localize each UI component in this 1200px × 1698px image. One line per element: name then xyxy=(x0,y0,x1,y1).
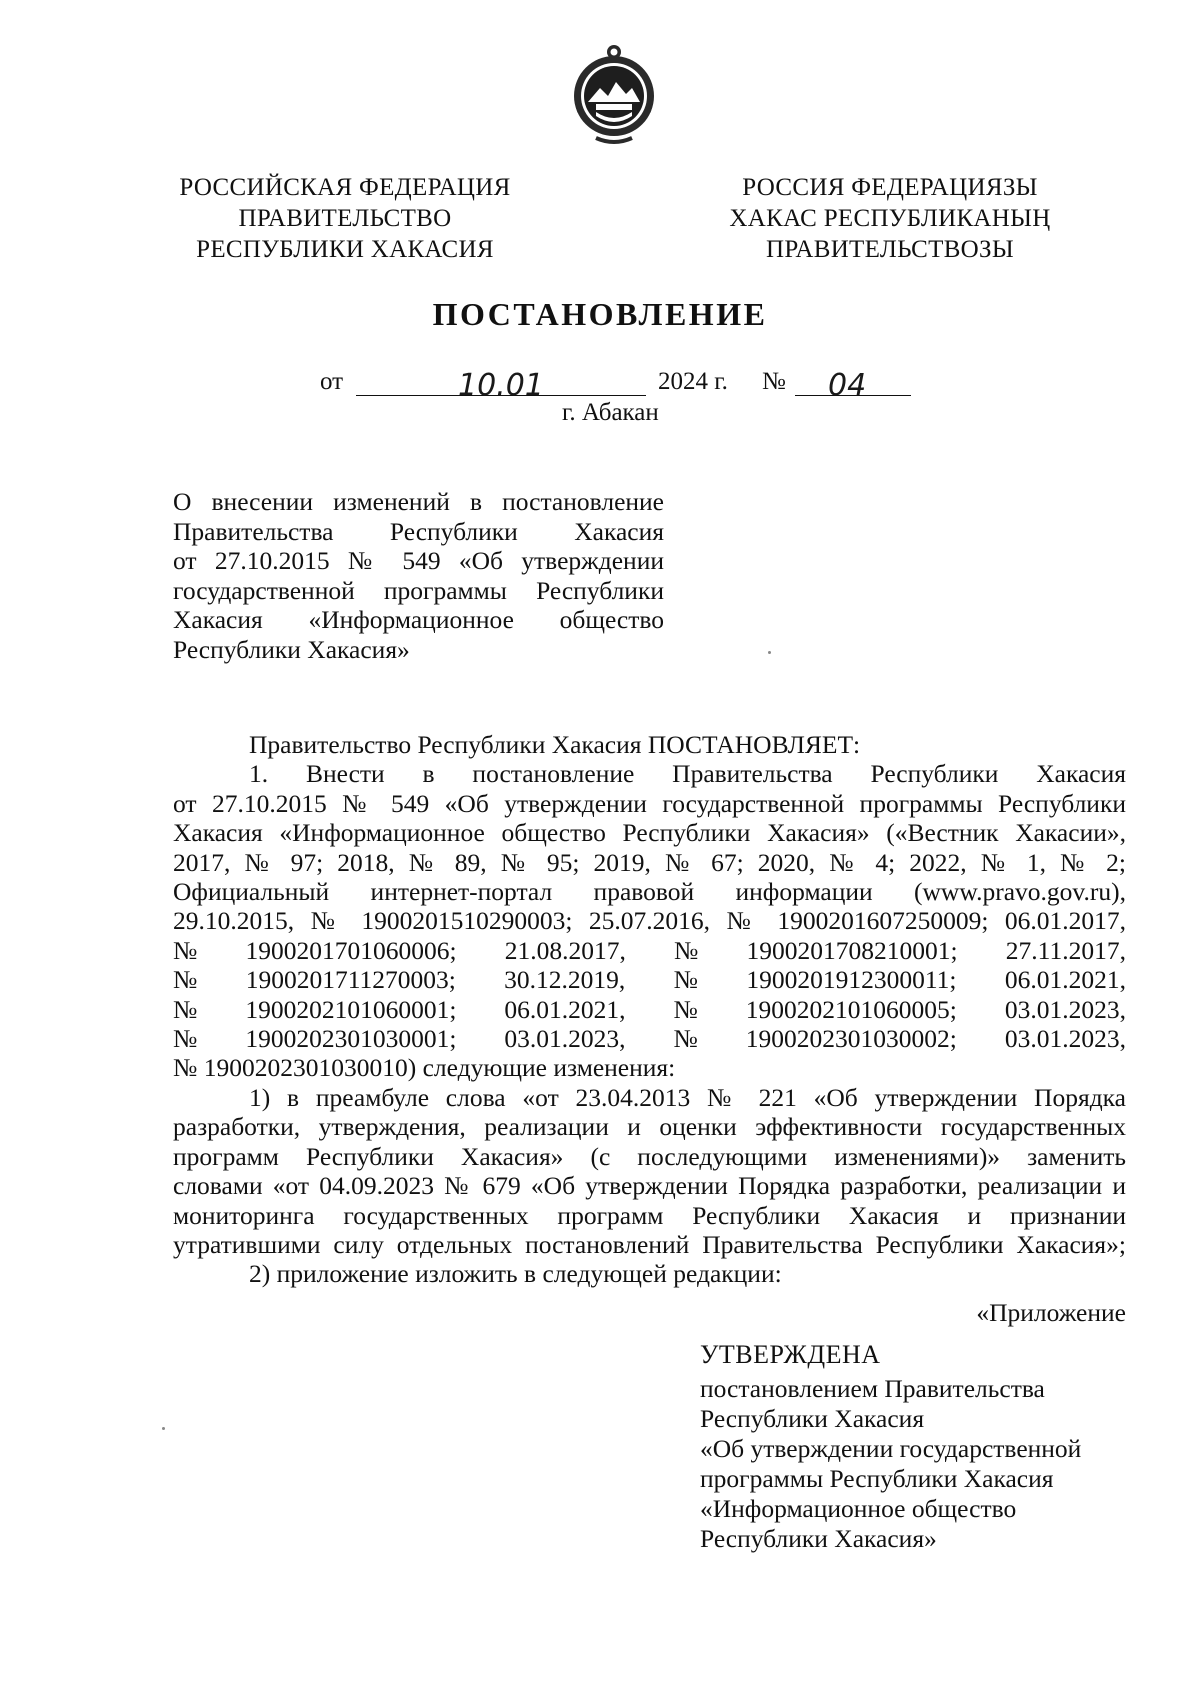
registry-cell: 06.01.2021, xyxy=(1004,965,1126,995)
header-right-khakas xyxy=(680,172,1100,265)
approved-line-5: «Информационное общество xyxy=(700,1494,1017,1523)
registry-cell: № xyxy=(173,994,198,1024)
approved-caption: УТВЕРЖДЕНА xyxy=(700,1340,881,1369)
approved-block xyxy=(700,1340,1081,1554)
registry-cell: 21.08.2017, xyxy=(504,935,626,965)
subject-line-3: от 27.10.2015 № 549 «Об утверждении xyxy=(173,546,664,576)
item2: 2) приложение изложить в следующей редакции: xyxy=(249,1259,782,1289)
registry-cell: 03.01.2023, xyxy=(1004,1024,1126,1054)
p1-line-4: 2017, № 97; 2018, № 89, № 95; 2019, № 67; 2020, № 4; 2022, № 1, № 2; xyxy=(173,847,1126,877)
subject-line-6: Республики Хакасия» xyxy=(173,634,410,664)
subject-line-2: Правительства Республики Хакасия xyxy=(173,516,664,546)
number-label: № xyxy=(762,368,786,395)
p1-end: № 1900202301030010) следующие изменения: xyxy=(173,1053,676,1083)
p1-line-6: 29.10.2015, № 1900201510290003; 25.07.2016, № 1900201607250009; 06.01.2017, xyxy=(173,906,1126,936)
registry-cell: 1900201912300011; xyxy=(746,965,957,995)
item1-line-1: 1) в преамбуле слова «от 23.04.2013 № 221 «Об утверждении Порядка xyxy=(249,1082,1126,1112)
header-right-line-1: РОССИЯ ФЕДЕРАЦИЯЗЫ xyxy=(742,174,1038,201)
registry-cell: № xyxy=(673,1024,698,1054)
appendix-label: «Приложение xyxy=(976,1298,1126,1327)
registry-cell: 1900202101060005; xyxy=(745,994,957,1024)
item1-line-6: утратившими силу отдельных постановлений Правительства Республики Хакасия»; xyxy=(173,1229,1126,1259)
item1-line-2: разработки, утверждения, реализации и оценки эффективности государственных xyxy=(173,1112,1126,1142)
scan-speck xyxy=(768,651,771,654)
approved-line-2: Республики Хакасия xyxy=(700,1404,925,1433)
approved-line-3: «Об утверждении государственной xyxy=(700,1434,1082,1463)
registry-row xyxy=(173,936,1126,965)
registry-cell: 03.01.2023, xyxy=(504,1024,626,1054)
subject-line-5: Хакасия «Информационное общество xyxy=(173,605,664,635)
item1-line-5: мониторинга государственных программ Республики Хакасия и признании xyxy=(173,1200,1126,1230)
body-intro: Правительство Республики Хакасия ПОСТАНОВЛЯЕТ: xyxy=(249,730,861,759)
registry-row xyxy=(173,995,1126,1024)
coat-of-arms-emblem xyxy=(566,42,662,146)
registry-cell: 06.01.2021, xyxy=(504,994,626,1024)
registry-cell: 03.01.2023, xyxy=(1004,994,1126,1024)
p1-line-5: Официальный интернет-портал правовой информации (www.pravo.gov.ru), xyxy=(173,877,1126,907)
registry-cell: 1900201711270003; xyxy=(245,965,456,995)
from-label: от xyxy=(320,368,344,395)
registry-cell: 1900202301030002; xyxy=(745,1024,957,1054)
handwritten-number: 04 xyxy=(828,368,867,403)
year-label: 2024 г. xyxy=(658,368,728,395)
header-left-line-1: РОССИЙСКАЯ ФЕДЕРАЦИЯ xyxy=(179,174,511,201)
item1-line-4: словами «от 04.09.2023 № 679 «Об утверждении Порядка разработки, реализации и xyxy=(173,1171,1126,1201)
subject-line-1: О внесении изменений в постановление xyxy=(173,487,664,516)
p1-line-3: Хакасия «Информационное общество Республики Хакасия» («Вестник Хакасии», xyxy=(173,818,1126,848)
header-right-line-2: ХАКАС РЕСПУБЛИКАНЫҢ xyxy=(729,205,1051,232)
p1-line-1: 1. Внести в постановление Правительства Республики Хакасия xyxy=(249,759,1126,789)
registry-cell: № xyxy=(173,965,198,995)
handwritten-date: 10.01 xyxy=(458,368,544,403)
registry-cell: 27.11.2017, xyxy=(1005,935,1126,965)
header-left-line-2: ПРАВИТЕЛЬСТВО xyxy=(238,205,452,232)
scan-speck xyxy=(162,1427,165,1430)
approved-line-1: постановлением Правительства xyxy=(700,1374,1045,1403)
document-title: ПОСТАНОВЛЕНИЕ xyxy=(432,296,768,332)
registry-cell: 1900201708210001; xyxy=(746,935,958,965)
item1-line-3: программ Республики Хакасия» (с последующими изменениями)» заменить xyxy=(173,1141,1126,1171)
registry-cell: 1900201701060006; xyxy=(245,935,457,965)
header-left-line-3: РЕСПУБЛИКИ ХАКАСИЯ xyxy=(196,236,494,263)
p1-line-2: от 27.10.2015 № 549 «Об утверждении государственной программы Республики xyxy=(173,788,1126,818)
subject-line-4: государственной программы Республики xyxy=(173,575,664,605)
city-label: г. Абакан xyxy=(562,399,659,426)
registry-row xyxy=(173,1024,1126,1053)
header-left-russian xyxy=(150,172,540,265)
registry-cell: № xyxy=(173,935,198,965)
registry-cell: № xyxy=(673,994,698,1024)
registry-cell: № xyxy=(173,1024,198,1054)
registry-cell: 1900202101060001; xyxy=(245,994,457,1024)
approved-line-6: Республики Хакасия» xyxy=(700,1524,937,1553)
approved-line-4: программы Республики Хакасия xyxy=(700,1464,1054,1493)
header-right-line-3: ПРАВИТЕЛЬСТВОЗЫ xyxy=(766,236,1014,263)
registry-cell: 30.12.2019, xyxy=(504,965,626,995)
document-body xyxy=(173,730,1126,1289)
registry-cell: № xyxy=(673,965,698,995)
subject-block xyxy=(173,487,664,665)
registry-cell: № xyxy=(674,935,699,965)
registry-row xyxy=(173,965,1126,994)
registry-cell: 1900202301030001; xyxy=(245,1024,457,1054)
